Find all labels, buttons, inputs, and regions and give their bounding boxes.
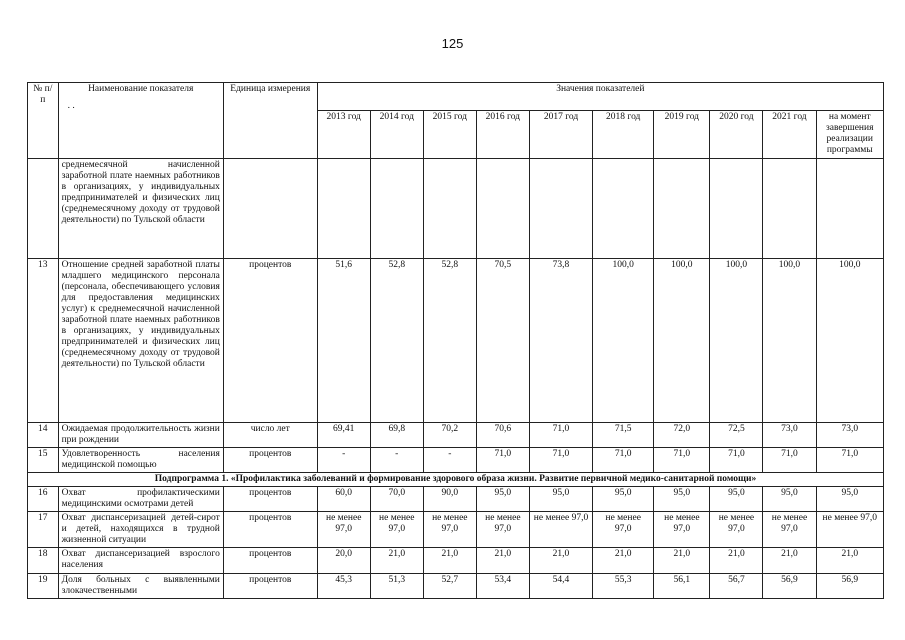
- year-header: на момент завершения реализации программы: [816, 111, 884, 159]
- row-number: 14: [28, 423, 59, 448]
- value-cell: 53,4: [476, 574, 529, 599]
- value-cell: 71,0: [816, 448, 884, 473]
- value-cell: 72,5: [710, 423, 763, 448]
- value-cell: 71,0: [654, 448, 710, 473]
- value-cell: 54,4: [529, 574, 592, 599]
- value-cell: 21,0: [710, 548, 763, 574]
- year-header: 2013 год: [317, 111, 370, 159]
- row-number: 16: [28, 487, 59, 512]
- value-cell: [593, 159, 654, 259]
- row-number: [28, 159, 59, 259]
- value-cell: 71,5: [593, 423, 654, 448]
- unit-cell: процентов: [223, 448, 317, 473]
- row-number: 19: [28, 574, 59, 599]
- row-number: 18: [28, 548, 59, 574]
- year-header: 2017 год: [529, 111, 592, 159]
- value-cell: 95,0: [476, 487, 529, 512]
- table-body: [28, 159, 884, 599]
- row-number: 13: [28, 259, 59, 423]
- unit-cell: число лет: [223, 423, 317, 448]
- value-cell: 21,0: [593, 548, 654, 574]
- value-cell: 100,0: [654, 259, 710, 423]
- value-cell: 100,0: [816, 259, 884, 423]
- year-header: 2021 год: [763, 111, 816, 159]
- value-cell: 71,0: [529, 423, 592, 448]
- indicators-table: [27, 82, 884, 599]
- value-cell: 21,0: [816, 548, 884, 574]
- value-cell: 51,6: [317, 259, 370, 423]
- year-header: 2015 год: [423, 111, 476, 159]
- value-cell: -: [317, 448, 370, 473]
- value-cell: 90,0: [423, 487, 476, 512]
- section-row: [28, 473, 884, 487]
- unit-cell: процентов: [223, 548, 317, 574]
- header-values: Значения показателей: [317, 83, 883, 111]
- year-header: 2018 год: [593, 111, 654, 159]
- value-cell: не менее 97,0: [529, 512, 592, 548]
- value-cell: 95,0: [763, 487, 816, 512]
- value-cell: не менее 97,0: [476, 512, 529, 548]
- value-cell: 71,0: [593, 448, 654, 473]
- value-cell: [529, 159, 592, 259]
- value-cell: не менее 97,0: [654, 512, 710, 548]
- value-cell: 100,0: [763, 259, 816, 423]
- header-num: № п/п: [28, 83, 59, 159]
- value-cell: 71,0: [763, 448, 816, 473]
- value-cell: 20,0: [317, 548, 370, 574]
- value-cell: 73,0: [816, 423, 884, 448]
- value-cell: [816, 159, 884, 259]
- value-cell: 21,0: [654, 548, 710, 574]
- value-cell: 72,0: [654, 423, 710, 448]
- value-cell: 55,3: [593, 574, 654, 599]
- value-cell: 71,0: [476, 448, 529, 473]
- value-cell: 95,0: [593, 487, 654, 512]
- value-cell: 52,8: [423, 259, 476, 423]
- value-cell: 52,7: [423, 574, 476, 599]
- value-cell: [654, 159, 710, 259]
- year-header: 2019 год: [654, 111, 710, 159]
- year-header: 2016 год: [476, 111, 529, 159]
- value-cell: 71,0: [529, 448, 592, 473]
- value-cell: 95,0: [654, 487, 710, 512]
- value-cell: [370, 159, 423, 259]
- value-cell: 73,0: [763, 423, 816, 448]
- value-cell: 70,2: [423, 423, 476, 448]
- value-cell: 45,3: [317, 574, 370, 599]
- table-row: [28, 159, 884, 259]
- value-cell: [710, 159, 763, 259]
- table-row: [28, 448, 884, 473]
- unit-cell: [223, 159, 317, 259]
- indicator-name: среднемесячной начисленной заработной плате наемных работников в организациях, у индивидуальных предпринимателей и физических лиц (среднемесячному доходу от трудовой деятельности) по Тульской области: [58, 159, 223, 259]
- value-cell: 21,0: [476, 548, 529, 574]
- value-cell: 21,0: [529, 548, 592, 574]
- value-cell: 21,0: [370, 548, 423, 574]
- unit-cell: процентов: [223, 487, 317, 512]
- header-name-label: Наименование показателя: [88, 84, 194, 94]
- row-number: 15: [28, 448, 59, 473]
- value-cell: 56,9: [763, 574, 816, 599]
- value-cell: [423, 159, 476, 259]
- value-cell: 21,0: [423, 548, 476, 574]
- value-cell: [317, 159, 370, 259]
- value-cell: [763, 159, 816, 259]
- value-cell: 56,9: [816, 574, 884, 599]
- value-cell: 95,0: [816, 487, 884, 512]
- table-row: [28, 548, 884, 574]
- page-number: 125: [441, 36, 464, 51]
- value-cell: 69,8: [370, 423, 423, 448]
- value-cell: не менее 97,0: [593, 512, 654, 548]
- value-cell: 71,0: [710, 448, 763, 473]
- indicator-name: Охват диспансеризацией взрослого населения: [58, 548, 223, 574]
- table-row: [28, 574, 884, 599]
- value-cell: не менее 97,0: [370, 512, 423, 548]
- value-cell: 73,8: [529, 259, 592, 423]
- unit-cell: процентов: [223, 259, 317, 423]
- value-cell: не менее 97,0: [317, 512, 370, 548]
- header-name-marks: . .: [67, 101, 75, 111]
- value-cell: 52,8: [370, 259, 423, 423]
- value-cell: не менее 97,0: [763, 512, 816, 548]
- value-cell: 21,0: [763, 548, 816, 574]
- value-cell: 70,0: [370, 487, 423, 512]
- value-cell: 51,3: [370, 574, 423, 599]
- value-cell: не менее 97,0: [816, 512, 884, 548]
- value-cell: 95,0: [710, 487, 763, 512]
- unit-cell: процентов: [223, 574, 317, 599]
- value-cell: не менее 97,0: [710, 512, 763, 548]
- value-cell: 56,7: [710, 574, 763, 599]
- unit-cell: процентов: [223, 512, 317, 548]
- row-number: 17: [28, 512, 59, 548]
- value-cell: 100,0: [593, 259, 654, 423]
- indicator-name: Охват профилактическими медицинскими осмотрами детей: [58, 487, 223, 512]
- value-cell: 60,0: [317, 487, 370, 512]
- value-cell: не менее 97,0: [423, 512, 476, 548]
- indicator-name: Охват диспансеризацией детей-сирот и детей, находящихся в трудной жизненной ситуации: [58, 512, 223, 548]
- table-row: [28, 259, 884, 423]
- value-cell: -: [423, 448, 476, 473]
- value-cell: 56,1: [654, 574, 710, 599]
- value-cell: [476, 159, 529, 259]
- indicator-name: Отношение средней заработной платы младшего медицинского персонала (персонала, обеспечивающего условия для предоставления медицинских услуг) к среднемесячной начисленной заработной плате наемных работников в организациях, у индивидуальных предпринимателей и физических лиц (среднемесячному доходу от трудовой деятельности) по Тульской области: [58, 259, 223, 423]
- value-cell: 100,0: [710, 259, 763, 423]
- header-unit: Единица измерения: [223, 83, 317, 159]
- table-row: [28, 423, 884, 448]
- value-cell: -: [370, 448, 423, 473]
- value-cell: 95,0: [529, 487, 592, 512]
- value-cell: 70,6: [476, 423, 529, 448]
- indicator-name: Удовлетворенность населения медицинской помощью: [58, 448, 223, 473]
- year-header: 2020 год: [710, 111, 763, 159]
- value-cell: 69,41: [317, 423, 370, 448]
- table-row: [28, 487, 884, 512]
- section-title: Подпрограмма 1. «Профилактика заболеваний и формирование здорового образа жизни. Развитие первичной медико-санитарной помощи»: [28, 473, 884, 487]
- value-cell: 70,5: [476, 259, 529, 423]
- indicator-name: Ожидаемая продолжительность жизни при рождении: [58, 423, 223, 448]
- indicator-name: Доля больных с выявленными злокачественными: [58, 574, 223, 599]
- year-header: 2014 год: [370, 111, 423, 159]
- header-name: [58, 83, 223, 159]
- table-row: [28, 512, 884, 548]
